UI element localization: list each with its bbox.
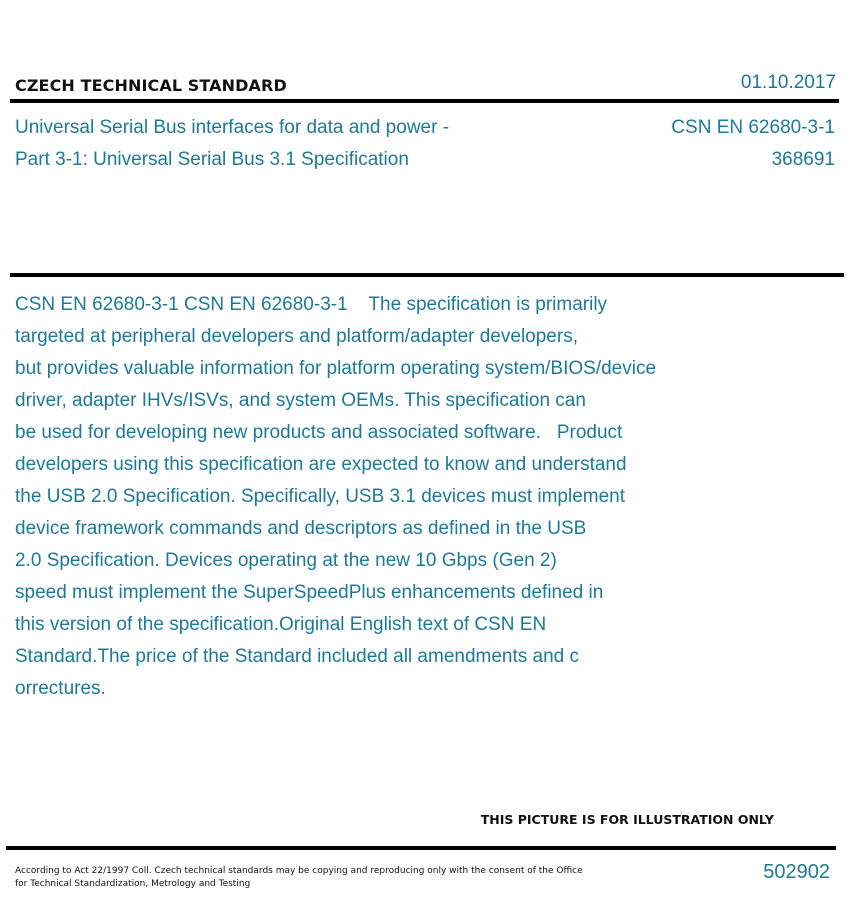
bottom-divider — [6, 846, 836, 850]
description-line: CSN EN 62680-3-1 CSN EN 62680-3-1 The specification is primarily — [15, 294, 608, 315]
legal-notice-line: According to Act 22/1997 Coll. Czech technical standards may be copying and reproducing only with the consent of the Office — [15, 866, 583, 876]
standard-code: CSN EN 62680-3-1 — [671, 117, 835, 138]
description-line: be used for developing new products and associated software. Product — [15, 422, 623, 443]
description-line: device framework commands and descriptors as defined in the USB — [15, 518, 587, 539]
description-line: targeted at peripheral developers and platform/adapter developers, — [15, 326, 578, 347]
publication-date: 01.10.2017 — [740, 72, 836, 93]
description-line: 2.0 Specification. Devices operating at the new 10 Gbps (Gen 2) — [15, 550, 557, 571]
standard-title-line-2: Part 3-1: Universal Serial Bus 3.1 Specification — [15, 149, 409, 170]
standard-type-label: CZECH TECHNICAL STANDARD — [15, 76, 287, 95]
description-line: the USB 2.0 Specification. Specifically, USB 3.1 devices must implement — [15, 486, 626, 507]
middle-divider — [10, 273, 844, 277]
illustration-disclaimer: THIS PICTURE IS FOR ILLUSTRATION ONLY — [480, 812, 774, 827]
description-line: driver, adapter IHVs/ISVs, and system OEMs. This specification can — [15, 390, 586, 411]
description-line: orrectures. — [15, 678, 106, 699]
catalog-number: 368691 — [771, 149, 835, 170]
standard-description — [15, 289, 775, 705]
footer-catalog-number: 502902 — [763, 861, 830, 883]
description-line: this version of the specification.Original English text of CSN EN — [15, 614, 547, 635]
description-line: developers using this specification are expected to know and understand — [15, 454, 627, 475]
legal-notice-line: for Technical Standardization, Metrology and Testing — [15, 879, 251, 889]
top-divider — [10, 99, 839, 103]
description-line: Standard.The price of the Standard included all amendments and c — [15, 646, 580, 667]
standard-title-line-1: Universal Serial Bus interfaces for data and power - — [15, 117, 450, 138]
description-line: but provides valuable information for platform operating system/BIOS/device — [15, 358, 657, 379]
legal-notice — [15, 865, 595, 891]
description-line: speed must implement the SuperSpeedPlus enhancements defined in — [15, 582, 604, 603]
